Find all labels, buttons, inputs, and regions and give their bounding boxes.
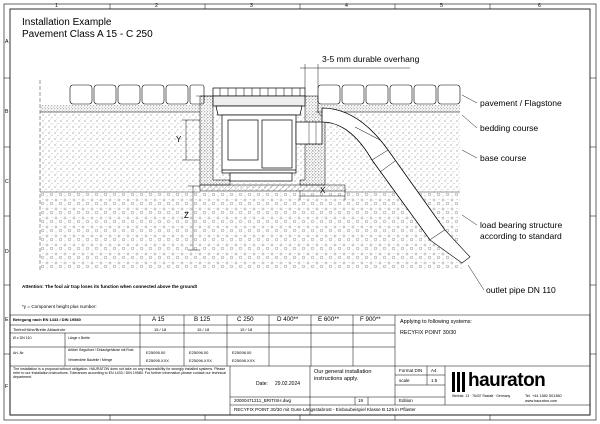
title-line-2: Pavement Class A 15 - C 250 — [22, 29, 153, 40]
class-f900: F 900** — [360, 316, 381, 323]
sub-label-2: Artikel: Begußset / Einlaufgehäuse mit Rost — [68, 348, 134, 352]
val-c250-r2: E25098.00 — [232, 350, 252, 355]
row-mark-e: E — [5, 317, 9, 323]
label-outlet-pipe: outlet pipe DN 110 — [486, 285, 556, 295]
class-a15: A 15 — [152, 316, 165, 323]
date-value: 29.02.2024 — [275, 381, 301, 387]
edition: Edition — [399, 398, 413, 403]
label-base: base course — [480, 153, 527, 163]
class-b125: B 125 — [194, 316, 211, 323]
col-mark-3: 3 — [250, 3, 253, 9]
label-pavement: pavement / Flagstone — [480, 98, 562, 108]
val-b125-r3: E25096.XXX — [189, 358, 212, 363]
general-note-1: Our general installation — [314, 369, 372, 375]
row-mark-b: B — [5, 109, 9, 115]
class-e600: E 600** — [318, 316, 339, 323]
class-c250: C 250 — [237, 316, 254, 323]
hauraton-logo-text: hauraton — [468, 370, 546, 391]
class-d400: D 400** — [277, 316, 299, 323]
val-a15-r3: E25095.XXX — [146, 358, 169, 363]
row-label-2: Tiefen/Höhe/Breite Ablaufrohr — [13, 327, 66, 332]
row-mark-f: F — [5, 384, 9, 390]
label-load-bearing-1: load bearing structure — [480, 220, 563, 230]
date-label: Date: — [256, 381, 268, 387]
load-bearing-layer — [40, 192, 465, 270]
row-label-1: Belegung nach EN 1433 / DIN 19580 — [13, 317, 81, 322]
col-mark-6: 6 — [538, 3, 541, 9]
overhang-label: 3-5 mm durable overhang — [322, 54, 420, 64]
scale-label: scale — [399, 378, 410, 383]
attention-note: Attention: The foul air trap loses its function when connected above the ground! — [22, 284, 198, 289]
val-a15-r2: E25095.00 — [146, 350, 166, 355]
company-web: www.hauraton.com — [525, 399, 558, 403]
spec-table-grid — [10, 315, 590, 415]
dim-y-label: Y — [176, 135, 182, 144]
col-mark-5: 5 — [440, 3, 443, 9]
bedding-course-layer — [40, 105, 200, 112]
val-c250-r3: E25098.XXX — [232, 358, 255, 363]
col-mark-1: 1 — [55, 3, 58, 9]
format-value: A4 — [431, 368, 437, 373]
dim-x-label: X — [320, 186, 326, 195]
hauraton-logo-mark — [452, 372, 465, 392]
description: RECYFIX POINT 30/30 mit Guss-Längsstabrost - Einbaubeispiel Klasse B 125 in Pflaster — [234, 407, 416, 412]
label-bedding: bedding course — [480, 123, 539, 133]
col-mark-4: 4 — [345, 3, 348, 9]
applying-system: RECYFIX POINT 30/30 — [400, 330, 457, 336]
footnote: *y = Component height plus number: — [22, 304, 97, 309]
general-note-2: instructions apply. — [314, 376, 359, 382]
col-mark-2: 2 — [155, 3, 158, 9]
val-c250-r1: 15 / 18 — [240, 327, 253, 332]
row-mark-a: A — [5, 39, 9, 45]
sub-label-3: Verwendete Bauteile / Menge — [68, 358, 113, 362]
sub-label-1: Länge x Breite — [68, 336, 90, 340]
format-label: Format DIN — [399, 368, 423, 373]
label-load-bearing-2: according to standard — [480, 231, 562, 241]
val-b125-r2: E25096.00 — [189, 350, 209, 355]
val-b125-r1: 15 / 18 — [197, 327, 210, 332]
company-tel: Tel. +44 1582 501380 — [525, 394, 562, 398]
title-line-1: Installation Example — [22, 17, 112, 28]
sheet-number: 19 — [358, 398, 364, 403]
scale-value: 1:5 — [431, 378, 438, 383]
grate — [213, 88, 305, 96]
row-label-3: Ø x DN 110 — [13, 336, 32, 340]
row-label-4: Art.-Nr. — [13, 351, 25, 355]
row-mark-c: C — [5, 179, 9, 185]
dim-z-label: Z — [184, 211, 189, 220]
title-block-notes: The installation is a proposal without obligation. HAURATON does not take on any responsibility for wrongly installed systems. Please refer to our installation instructions. Tolerances according to EN 1433 / DIN 19580. For further information please contact our technical department. — [13, 367, 226, 379]
val-a15-r1: 15 / 18 — [154, 327, 167, 332]
drawing-number: 20000471211_BRITISH.dwg — [234, 398, 291, 403]
company-address: Werkstr. 13 · 76437 Rastatt · Germany — [452, 394, 511, 398]
row-mark-d: D — [5, 249, 9, 255]
applying-title: Applying to following systems: — [400, 319, 472, 325]
